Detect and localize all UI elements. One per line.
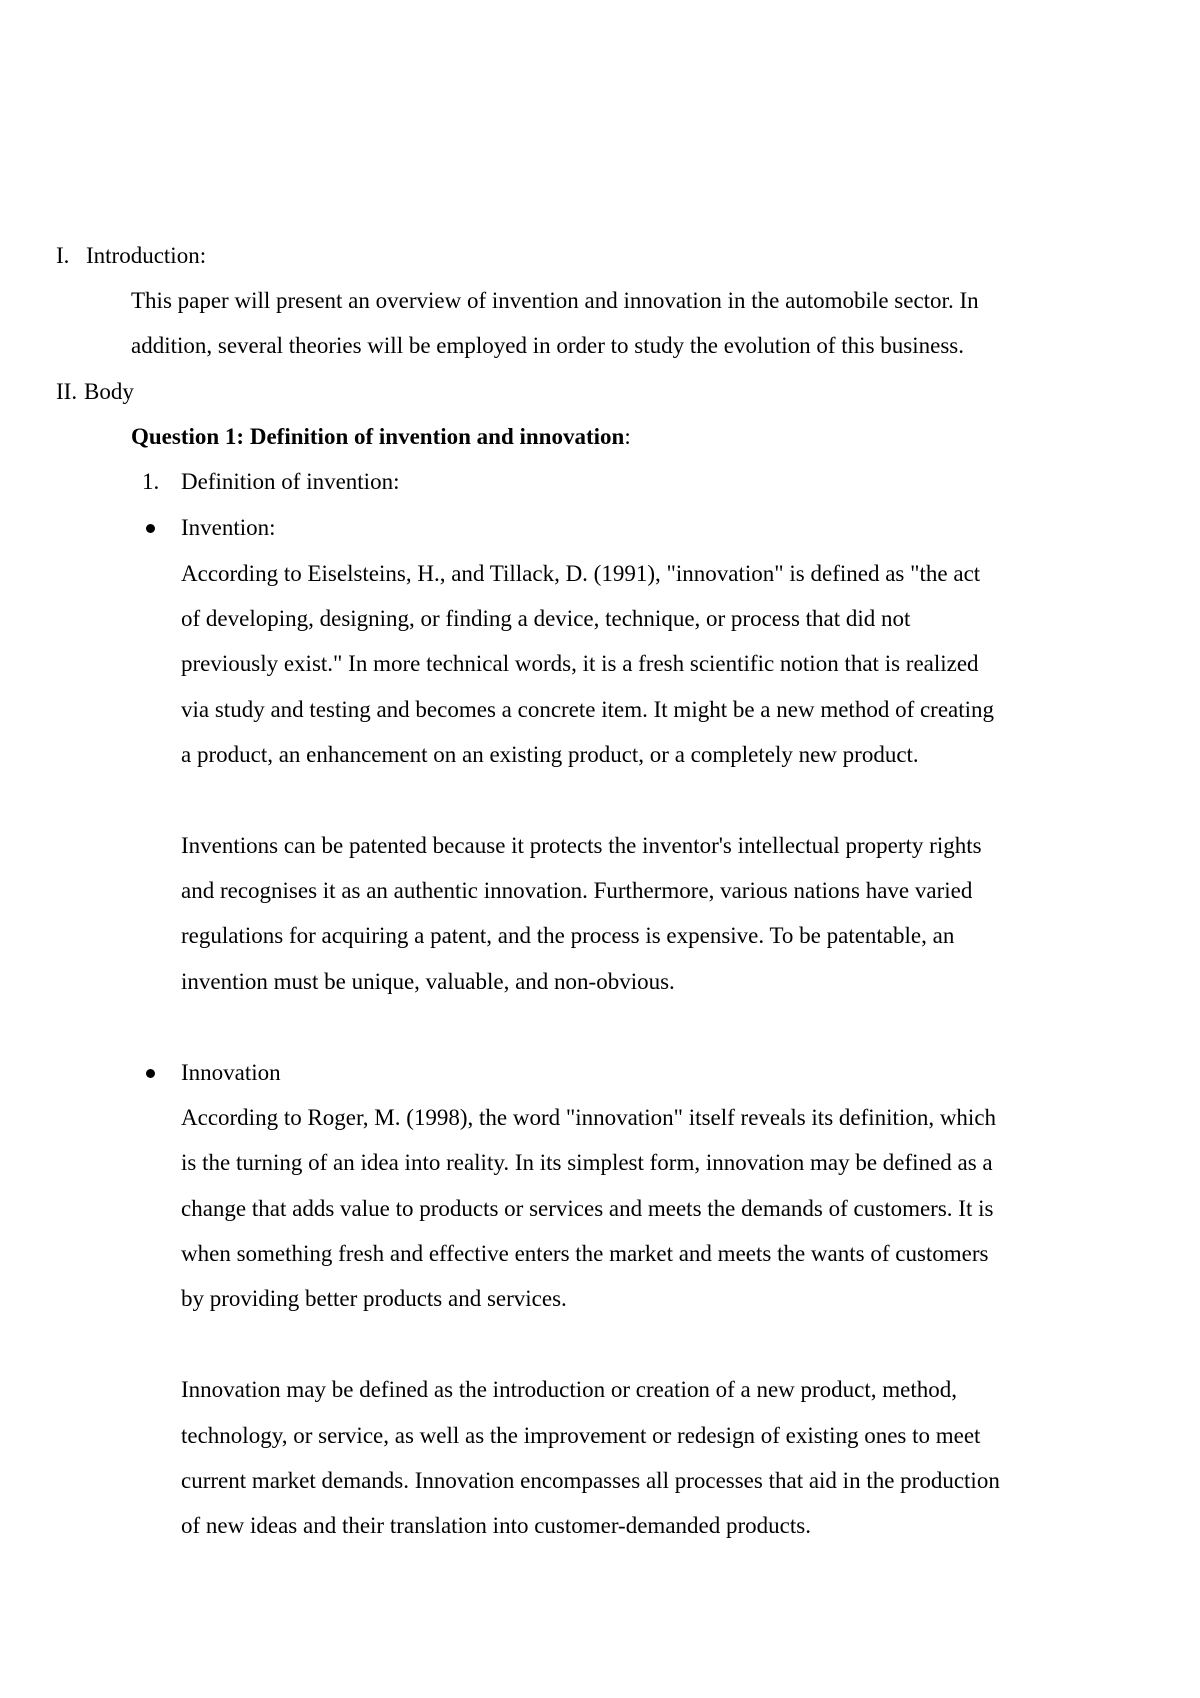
invention-paragraph-line: invention must be unique, valuable, and non-obvious.: [181, 969, 675, 994]
numbered-item-text: Definition of invention:: [181, 469, 400, 494]
invention-paragraph-line: According to Eiselsteins, H., and Tillack, D. (1991), "innovation" is defined as "the act: [181, 561, 981, 586]
invention-paragraph-line: previously exist." In more technical words, it is a fresh scientific notion that is realized: [181, 651, 979, 676]
invention-paragraph-line: regulations for acquiring a patent, and the process is expensive. To be patentable, an: [181, 923, 955, 948]
bullet-icon: [146, 524, 155, 533]
section-heading-body: Body: [84, 379, 134, 404]
intro-paragraph-line: addition, several theories will be employed in order to study the evolution of this business.: [131, 333, 964, 358]
innovation-heading: Innovation: [181, 1060, 281, 1085]
numbered-item-number: 1.: [142, 469, 160, 494]
invention-heading: Invention:: [181, 515, 276, 540]
innovation-paragraph-line: is the turning of an idea into reality. In its simplest form, innovation may be defined as a: [181, 1150, 993, 1175]
question-colon: :: [624, 424, 631, 449]
intro-paragraph-line: This paper will present an overview of invention and innovation in the automobile sector. In: [131, 288, 979, 313]
invention-paragraph-line: of developing, designing, or finding a device, technique, or process that did not: [181, 606, 911, 631]
innovation-paragraph-line: of new ideas and their translation into customer-demanded products.: [181, 1513, 811, 1538]
section-numeral-intro: I.: [56, 243, 70, 268]
question-heading: [131, 414, 631, 460]
invention-paragraph-line: Inventions can be patented because it protects the inventor's intellectual property rights: [181, 833, 982, 858]
question-title: Question 1: Definition of invention and innovation: [131, 424, 625, 449]
invention-paragraph-line: via study and testing and becomes a concrete item. It might be a new method of creating: [181, 697, 995, 722]
invention-paragraph-line: a product, an enhancement on an existing product, or a completely new product.: [181, 742, 919, 767]
innovation-paragraph-line: current market demands. Innovation encompasses all processes that aid in the production: [181, 1468, 1000, 1493]
section-heading-intro: Introduction:: [86, 243, 207, 268]
innovation-paragraph-line: Innovation may be defined as the introduction or creation of a new product, method,: [181, 1377, 958, 1402]
innovation-paragraph-line: change that adds value to products or services and meets the demands of customers. It is: [181, 1196, 994, 1221]
section-numeral-body: II.: [56, 379, 78, 404]
innovation-paragraph-line: by providing better products and services.: [181, 1286, 567, 1311]
invention-paragraph-line: and recognises it as an authentic innovation. Furthermore, various nations have varied: [181, 878, 973, 903]
innovation-paragraph-line: technology, or service, as well as the improvement or redesign of existing ones to meet: [181, 1423, 981, 1448]
innovation-paragraph-line: when something fresh and effective enters the market and meets the wants of customers: [181, 1241, 989, 1266]
bullet-icon: [146, 1069, 155, 1078]
innovation-paragraph-line: According to Roger, M. (1998), the word "innovation" itself reveals its definition, which: [181, 1105, 997, 1130]
